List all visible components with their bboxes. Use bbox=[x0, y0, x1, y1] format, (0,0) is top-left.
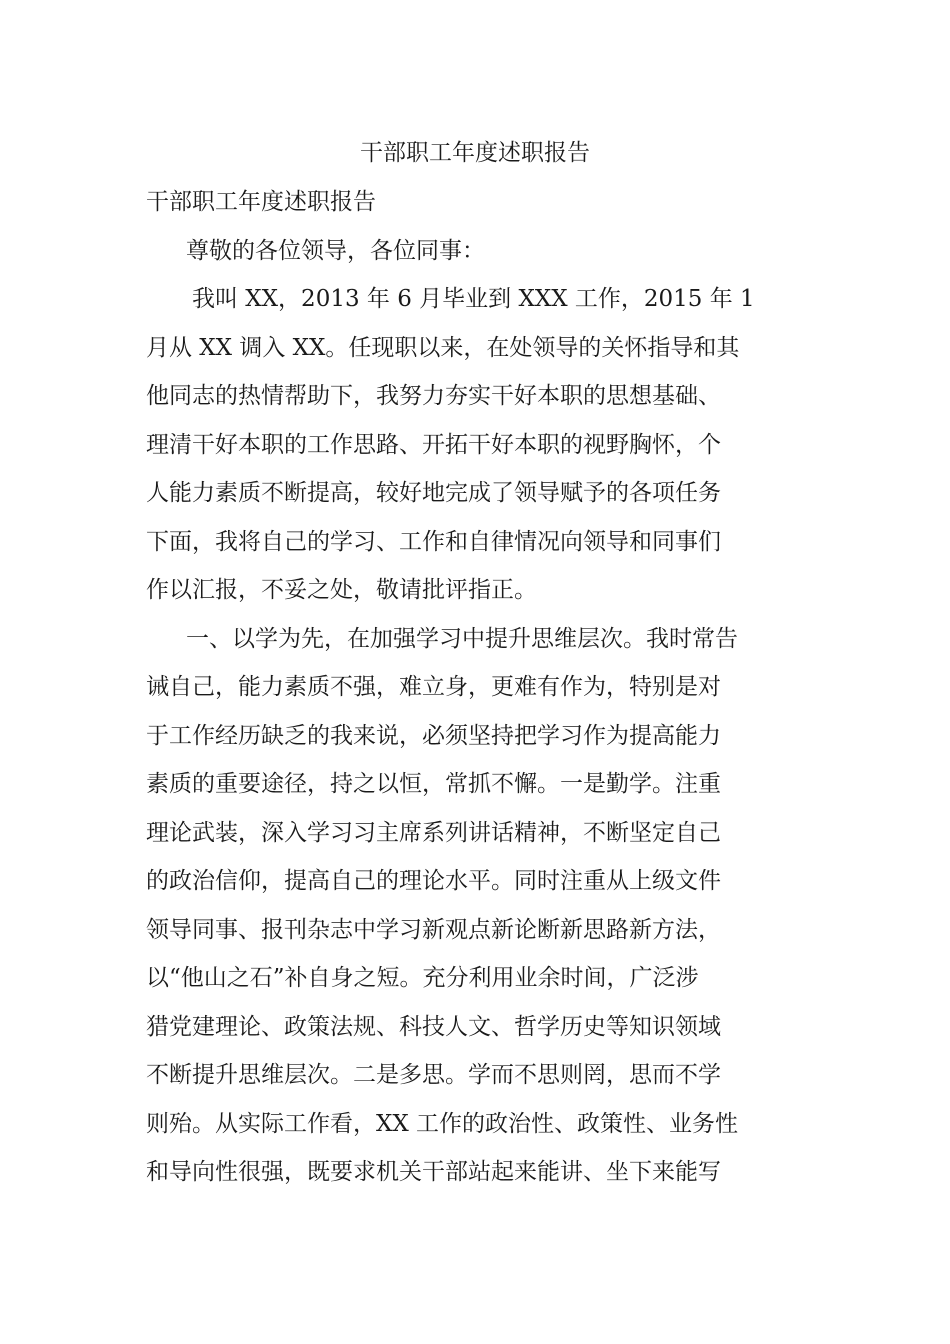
paragraph-line: 下面，我将自己的学习、工作和自律情况向领导和同事们 bbox=[146, 528, 721, 555]
document-subtitle: 干部职工年度述职报告 bbox=[146, 189, 376, 215]
paragraph-line: 以“他山之石”补自身之短。充分利用业余时间，广泛涉 bbox=[146, 965, 699, 991]
greeting-line: 尊敬的各位领导，各位同事： bbox=[186, 237, 485, 264]
paragraph-line: 他同志的热情帮助下，我努力夯实干好本职的思想基础、 bbox=[146, 383, 721, 409]
paragraph-line: 作以汇报，不妥之处，敬请批评指正。 bbox=[146, 577, 537, 603]
section-heading-line: 一、以学为先，在加强学习中提升思维层次。我时常告 bbox=[186, 625, 738, 652]
paragraph-line: 领导同事、报刊杂志中学习新观点新论断新思路新方法， bbox=[146, 916, 721, 943]
paragraph-line: 我叫 XX，2013 年 6 月毕业到 XXX 工作，2015 年 1 bbox=[192, 286, 755, 312]
paragraph-line: 素质的重要途径，持之以恒，常抓不懈。一是勤学。注重 bbox=[146, 771, 721, 797]
paragraph-line: 理清干好本职的工作思路、开拓干好本职的视野胸怀，个 bbox=[146, 431, 721, 458]
paragraph-line: 的政治信仰，提高自己的理论水平。同时注重从上级文件 bbox=[146, 868, 721, 894]
paragraph-line: 理论武装，深入学习习主席系列讲话精神，不断坚定自己 bbox=[146, 819, 721, 846]
paragraph-line: 于工作经历缺乏的我来说，必须坚持把学习作为提高能力 bbox=[146, 722, 721, 749]
paragraph-line: 猎党建理论、政策法规、科技人文、哲学历史等知识领域 bbox=[146, 1013, 721, 1040]
paragraph-line: 不断提升思维层次。二是多思。学而不思则罔，思而不学 bbox=[146, 1062, 721, 1088]
paragraph-line: 诫自己，能力素质不强，难立身，更难有作为，特别是对 bbox=[146, 674, 721, 700]
paragraph-line: 和导向性很强，既要求机关干部站起来能讲、坐下来能写 bbox=[146, 1159, 721, 1185]
document-body bbox=[146, 178, 826, 1197]
paragraph-line: 则殆。从实际工作看，XX 工作的政治性、政策性、业务性 bbox=[146, 1110, 739, 1137]
paragraph-line: 人能力素质不断提高，较好地完成了领导赋予的各项任务 bbox=[146, 480, 721, 506]
document-title: 干部职工年度述职报告 bbox=[360, 140, 590, 166]
paragraph-line: 月从 XX 调入 XX。任现职以来，在处领导的关怀指导和其 bbox=[146, 334, 740, 361]
